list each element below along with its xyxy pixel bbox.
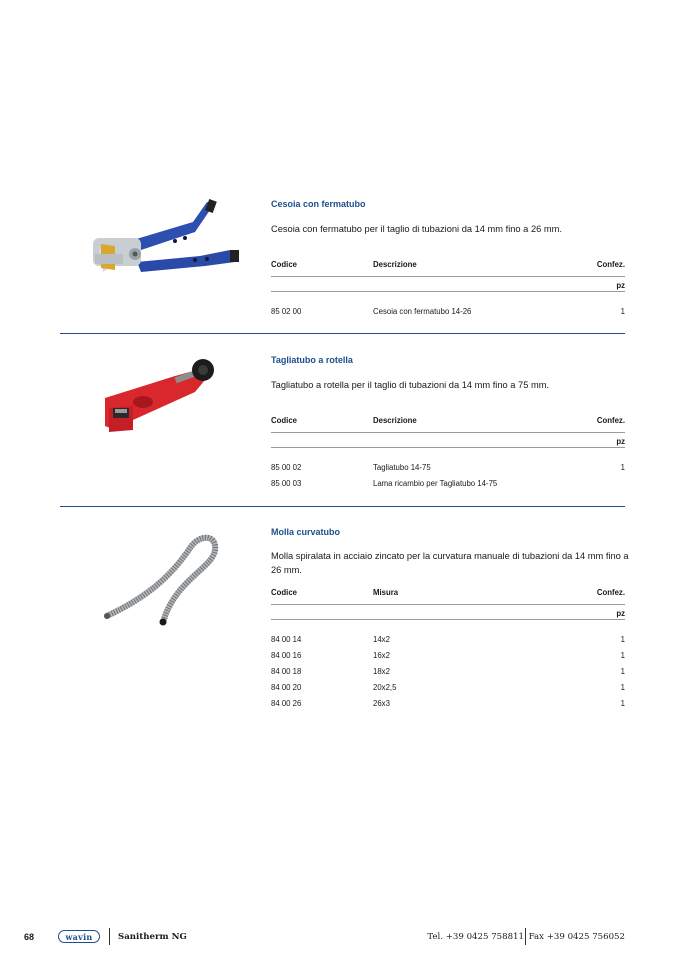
cell-code: 84 00 26 (271, 699, 302, 708)
bending-spring-image (75, 528, 250, 628)
cell-description: Tagliatubo 14-75 (373, 463, 431, 472)
fax-number: Fax +39 0425 756052 (528, 932, 625, 942)
cell-pack: 1 (620, 635, 625, 644)
page-number: 68 (24, 932, 35, 942)
table-row (271, 667, 625, 681)
cell-code: 84 00 16 (271, 651, 302, 660)
product-line-name: Sanitherm NG (118, 932, 187, 942)
cell-pack: 1 (620, 463, 625, 472)
cell-size: 14x2 (373, 635, 390, 644)
cell-size: 16x2 (373, 651, 390, 660)
section-title: Cesoia con fermatubo (271, 199, 366, 209)
cell-size: 26x3 (373, 699, 390, 708)
cell-code: 85 00 03 (271, 479, 302, 488)
cell-code: 84 00 18 (271, 667, 302, 676)
cell-code: 85 00 02 (271, 463, 302, 472)
section-description: Molla spiralata in acciaio zincato per la curvatura manuale di tubazioni da 14 mm fino a 26 mm. (271, 551, 629, 575)
cell-pack: 1 (620, 683, 625, 692)
column-header-code: Codice (271, 588, 297, 597)
section-description: Cesoia con fermatubo per il taglio di tubazioni da 14 mm fino a 26 mm. (271, 224, 562, 234)
cell-pack: 1 (620, 699, 625, 708)
section-title: Molla curvatubo (271, 527, 341, 537)
table-row (271, 699, 625, 713)
cell-size: 20x2,5 (373, 683, 397, 692)
unit-label: pz (616, 609, 625, 618)
cell-code: 85 02 00 (271, 307, 302, 316)
column-header-code: Codice (271, 416, 297, 425)
column-header-pack: Confez. (596, 588, 625, 597)
column-header-description: Descrizione (373, 416, 417, 425)
table-rule (271, 604, 625, 605)
column-header-size: Misura (373, 588, 399, 597)
footer-divider (109, 928, 110, 945)
unit-label: pz (616, 281, 625, 290)
column-header-code: Codice (271, 260, 297, 269)
table-row (271, 683, 625, 697)
section-description: Tagliatubo a rotella per il taglio di tubazioni da 14 mm fino a 75 mm. (271, 380, 550, 390)
column-header-pack: Confez. (596, 260, 625, 269)
page-footer (0, 926, 677, 950)
footer-divider (525, 928, 526, 945)
table-row (271, 651, 625, 665)
section-title: Tagliatubo a rotella (271, 355, 353, 365)
cell-code: 84 00 14 (271, 635, 302, 644)
unit-label: pz (616, 437, 625, 446)
cell-code: 84 00 20 (271, 683, 302, 692)
table-row (271, 635, 625, 649)
cell-size: 18x2 (373, 667, 390, 676)
column-header-description: Descrizione (373, 260, 417, 269)
table-rule (271, 619, 625, 620)
cell-description: Lama ricambio per Tagliatubo 14-75 (373, 479, 498, 488)
cell-pack: 1 (620, 651, 625, 660)
wavin-logo: wavin (58, 930, 100, 943)
cell-pack: 1 (620, 667, 625, 676)
column-header-pack: Confez. (596, 416, 625, 425)
cell-description: Cesoia con fermatubo 14-26 (373, 307, 472, 316)
cell-pack: 1 (620, 307, 625, 316)
phone-number: Tel. +39 0425 758811 (427, 932, 524, 942)
